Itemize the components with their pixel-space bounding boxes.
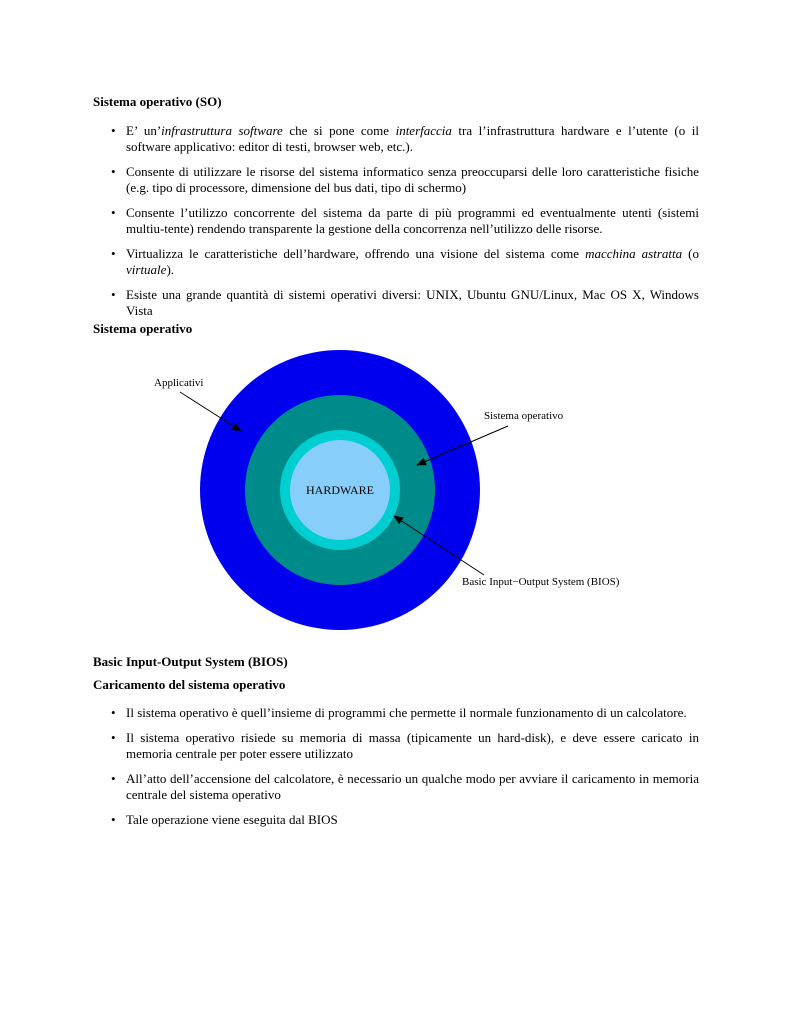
section-heading-bios: Basic Input-Output System (BIOS) — [93, 654, 288, 669]
bullet-emphasis: virtuale — [126, 262, 167, 277]
so-bullet-list — [0, 123, 791, 328]
section-heading-so: Sistema operativo (SO) — [93, 94, 222, 109]
bullet-emphasis: infrastruttura software — [161, 123, 283, 138]
bullet-dot-icon: • — [111, 705, 116, 720]
bullet-dot-icon: • — [111, 205, 116, 220]
bullet-dot-icon: • — [111, 771, 116, 786]
bullet-text: Consente di utilizzare le risorse del sistema informatico senza preoccuparsi delle loro caratteristiche fisiche (e.g. tipo di processore, dimensione del bus dati, tipo di schermo) — [126, 164, 699, 195]
bullet-text: (o — [682, 246, 699, 261]
bullet-text: Consente l’utilizzo concorrente del sistema da parte di più programmi ed eventualmente utenti (sistemi multiu-tente) rendendo transparente la gestione della concorrenza nell’utilizzo delle risorse. — [126, 205, 699, 236]
bullet-item — [0, 246, 699, 278]
bullet-text: ). — [166, 262, 175, 277]
sistema-operativo-label: Sistema operativo — [484, 410, 564, 422]
bullet-item — [0, 771, 699, 803]
bullet-text: Il sistema operativo risiede su memoria di massa (tipicamente un hard-disk), e deve essere caricato in memoria centrale per poter essere utilizzato — [126, 730, 699, 761]
hardware-label: HARDWARE — [306, 483, 374, 497]
section-heading-diagram: Sistema operativo — [93, 321, 193, 336]
bullet-dot-icon: • — [111, 812, 116, 827]
section-heading-caricamento: Caricamento del sistema operativo — [93, 677, 286, 692]
bullet-item — [0, 812, 699, 828]
bullet-dot-icon: • — [111, 164, 116, 179]
os-layers-diagram — [0, 340, 791, 640]
bullet-item — [0, 287, 699, 319]
bullet-text: che si pone come — [282, 123, 396, 138]
applicativi-label: Applicativi — [154, 377, 204, 389]
bullet-dot-icon: • — [111, 123, 116, 138]
bullet-item — [0, 164, 699, 196]
bullet-item — [0, 730, 699, 762]
bullet-emphasis: macchina astratta — [585, 246, 683, 261]
bullet-item — [0, 123, 699, 155]
bullet-text: Tale operazione viene eseguita dal BIOS — [126, 812, 338, 827]
caricamento-bullet-list — [0, 705, 791, 837]
bullet-text: Esiste una grande quantità di sistemi operativi diversi: UNIX, Ubuntu GNU/Linux, Mac OS X, Windows Vista — [126, 287, 699, 318]
bullet-text: All’atto dell’accensione del calcolatore, è necessario un qualche modo per avviare il caricamento in memoria centrale del sistema operativo — [126, 771, 699, 802]
bios-label: Basic Input−Output System (BIOS) — [462, 576, 620, 588]
bullet-text: tra l’infrastruttura hardware e l’utente (o il software applicativo: editor di testi, browser web, etc.). — [126, 123, 699, 154]
bullet-emphasis: interfaccia — [395, 123, 452, 138]
bullet-dot-icon: • — [111, 287, 116, 302]
bullet-dot-icon: • — [111, 246, 116, 261]
bullet-text: Il sistema operativo è quell’insieme di programmi che permette il normale funzionamento di un calcolatore. — [126, 705, 687, 720]
bullet-item — [0, 205, 699, 237]
bullet-text: Virtualizza le caratteristiche dell’hardware, offrendo una visione del sistema come — [126, 246, 586, 261]
bullet-dot-icon: • — [111, 730, 116, 745]
bullet-text: E’ un’ — [126, 123, 162, 138]
bullet-item — [0, 705, 699, 721]
